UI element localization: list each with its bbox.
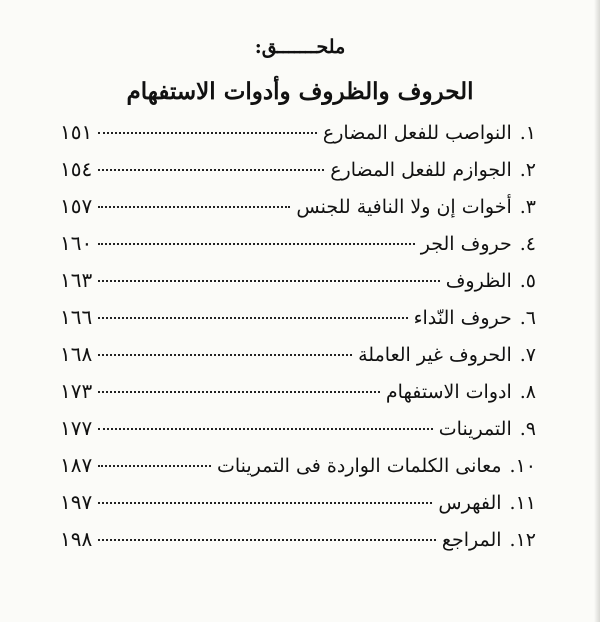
toc-dot-leader: [98, 502, 432, 504]
toc-entry-number: ١.: [519, 122, 536, 144]
toc-entry-title: الجوازم للفعل المضارع: [330, 159, 512, 181]
toc-entry-title: حروف الجر: [420, 233, 512, 255]
toc-entry-number: ٤.: [519, 233, 536, 255]
toc-dot-leader: [98, 465, 211, 467]
toc-entry-title: المراجع: [441, 529, 502, 551]
toc-entry-page: ١٦٨: [60, 342, 93, 366]
toc-entry-number: ٦.: [519, 307, 536, 329]
toc-entry-title: ادوات الاستفهام: [385, 381, 512, 403]
toc-entry-page: ١٩٨: [60, 527, 93, 551]
toc-entry: [60, 157, 536, 194]
toc-entry: [60, 342, 536, 379]
table-of-contents: [60, 120, 536, 564]
toc-entry: [60, 527, 536, 564]
toc-entry-title: حروف النّداء: [413, 307, 512, 329]
toc-entry-page: ١٥٧: [60, 194, 93, 218]
toc-entry-number: ٢.: [519, 159, 536, 181]
toc-entry-page: ١٥٤: [60, 157, 93, 181]
toc-entry-page: ١٨٧: [60, 453, 93, 477]
toc-entry-number: ١٠.: [509, 455, 536, 477]
toc-entry-number: ١١.: [509, 492, 536, 514]
toc-dot-leader: [98, 243, 415, 245]
toc-dot-leader: [98, 539, 436, 541]
toc-entry-number: ٥.: [519, 270, 536, 292]
toc-dot-leader: [98, 169, 324, 171]
toc-entry: [60, 120, 536, 157]
toc-dot-leader: [98, 280, 439, 282]
toc-entry: [60, 490, 536, 527]
toc-entry-title: النواصب للفعل المضارع: [322, 122, 512, 144]
toc-entry: [60, 268, 536, 305]
toc-entry: [60, 231, 536, 268]
toc-entry-page: ١٥١: [60, 120, 93, 144]
toc-dot-leader: [98, 354, 352, 356]
toc-entry-title: أخوات إن ولا النافية للجنس: [296, 196, 512, 218]
toc-dot-leader: [98, 132, 317, 134]
toc-entry: [60, 194, 536, 231]
appendix-heading: ملحـــــــق:: [254, 36, 346, 58]
toc-entry-title: الحروف غير العاملة: [358, 344, 512, 366]
toc-entry-title: الظروف: [445, 270, 512, 292]
toc-entry-number: ١٢.: [509, 529, 536, 551]
toc-entry: [60, 379, 536, 416]
toc-entry-page: ١٦٠: [60, 231, 93, 255]
toc-entry-page: ١٩٧: [60, 490, 93, 514]
toc-entry-number: ٧.: [519, 344, 536, 366]
toc-dot-leader: [98, 206, 290, 208]
toc-entry-number: ٨.: [519, 381, 536, 403]
appendix-subheading: الحروف والظروف وأدوات الاستفهام: [126, 78, 474, 105]
toc-entry-title: معانى الكلمات الواردة فى التمرينات: [216, 455, 502, 477]
toc-dot-leader: [98, 391, 380, 393]
toc-entry-number: ٣.: [519, 196, 536, 218]
toc-entry-page: ١٧٣: [60, 379, 93, 403]
toc-entry: [60, 453, 536, 490]
toc-entry-page: ١٦٦: [60, 305, 93, 329]
toc-entry-page: ١٦٣: [60, 268, 93, 292]
toc-dot-leader: [98, 317, 407, 319]
toc-entry: [60, 305, 536, 342]
toc-entry-number: ٩.: [519, 418, 536, 440]
toc-entry: [60, 416, 536, 453]
toc-entry-page: ١٧٧: [60, 416, 93, 440]
toc-entry-title: التمرينات: [438, 418, 512, 440]
page-edge-shadow: [594, 0, 600, 622]
toc-entry-title: الفهرس: [438, 492, 502, 514]
toc-dot-leader: [98, 428, 433, 430]
